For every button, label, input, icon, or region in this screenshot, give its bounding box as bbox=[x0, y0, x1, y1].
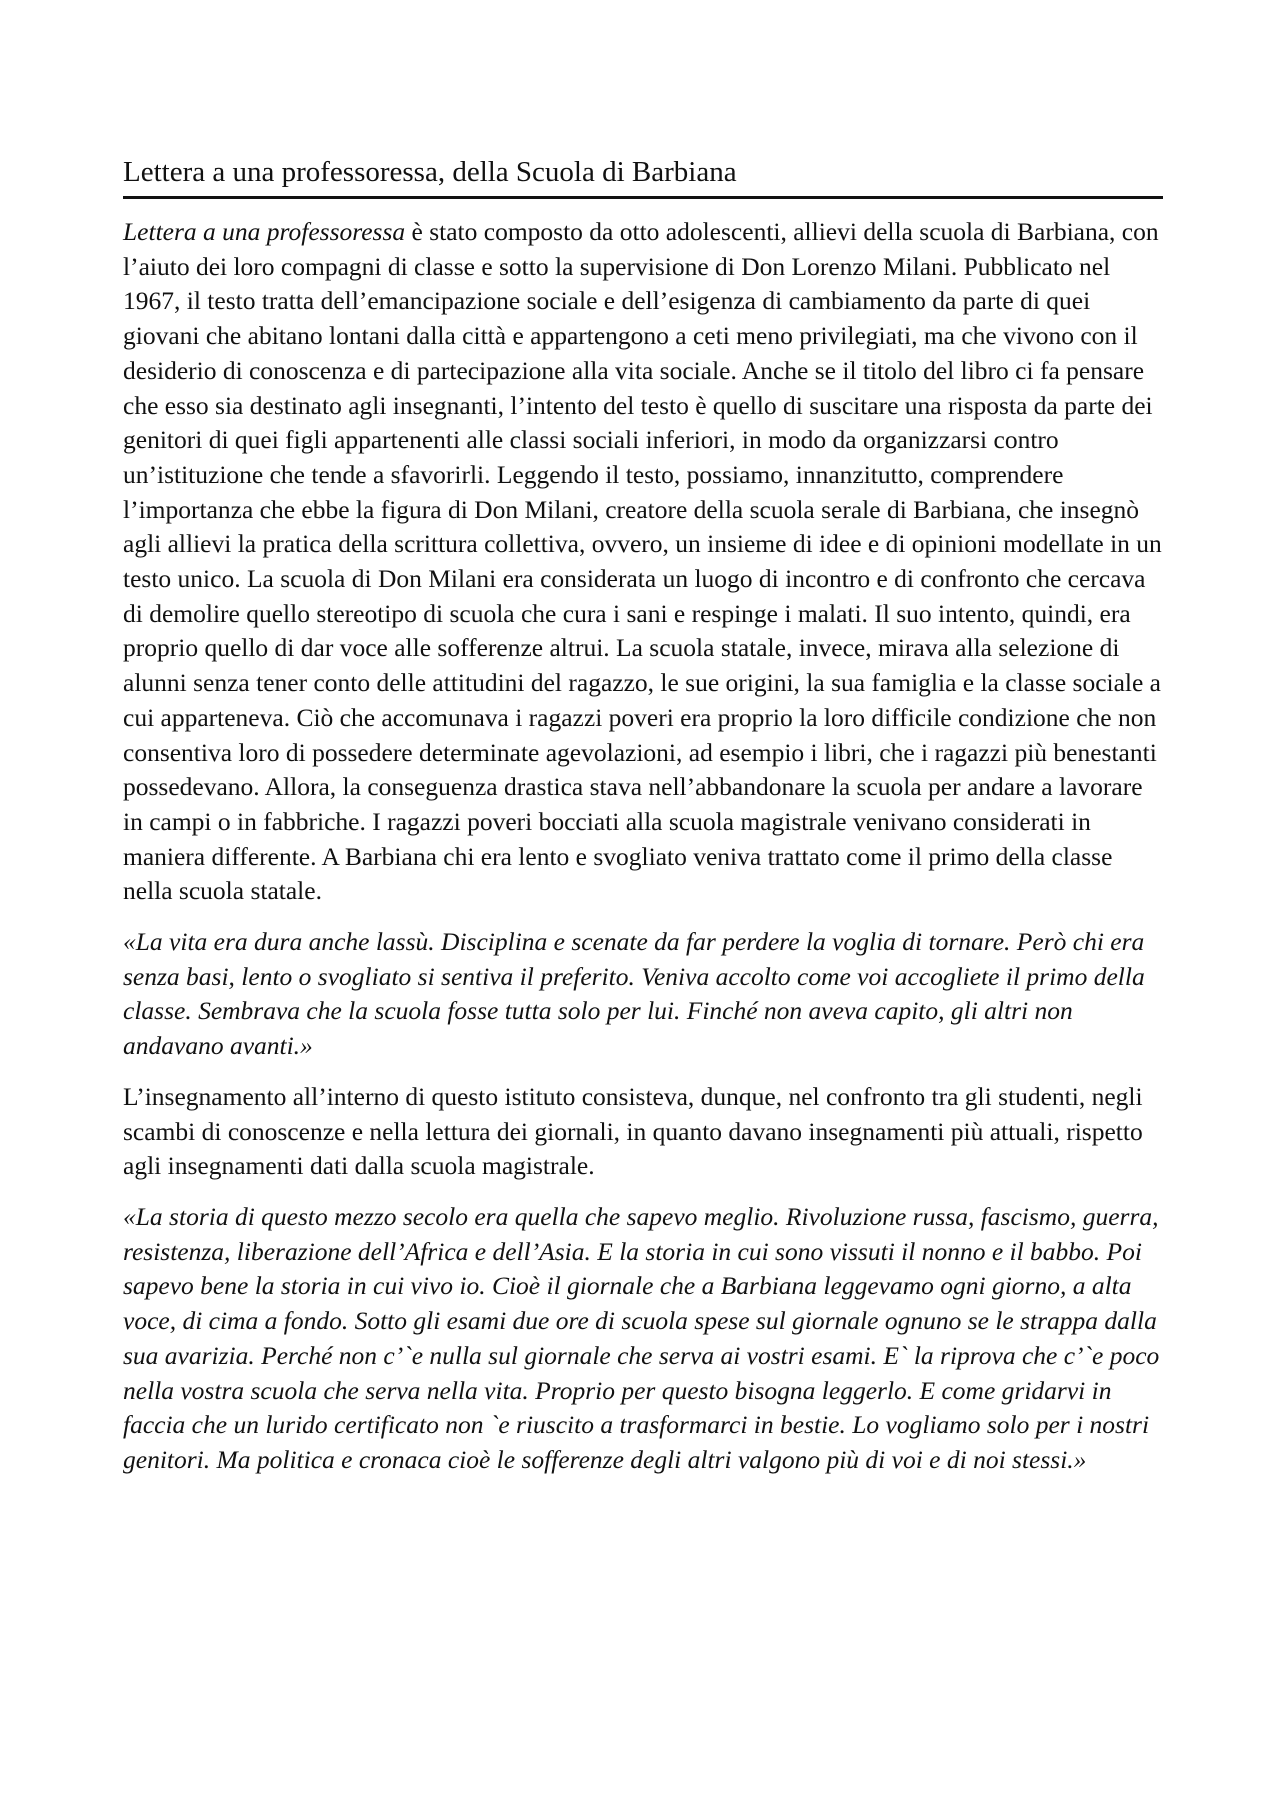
book-title-italic: Lettera a una professoressa bbox=[123, 217, 406, 246]
intro-paragraph-text: è stato composto da otto adolescenti, allievi della scuola di Barbiana, con l’aiuto dei loro compagni di classe e sotto la supervisione di Don Lorenzo Milani. Pubblicato nel 1967, il testo tratta dell’emancipazione sociale e dell’esigenza di cambiamento da parte di quei giovani che abitano lontani dalla città e appartengono a ceti meno privilegiati, ma che vivono con il desiderio di conoscenza e di partecipazione alla vita sociale. Anche se il titolo del libro ci fa pensare che esso sia destinato agli insegnanti, l’intento del testo è quello di suscitare una risposta da parte dei genitori di quei figli appartenenti alle classi sociali inferiori, in modo da organizzarsi contro un’istituzione che tende a sfavorirli. Leggendo il testo, possiamo, innanzitutto, comprendere l’importanza che ebbe la figura di Don Milani, creatore della scuola serale di Barbiana, che insegnò agli allievi la pratica della scrittura collettiva, ovvero, un insieme di idee e di opinioni modellate in un testo unico. La scuola di Don Milani era considerata un luogo di incontro e di confronto che cercava di demolire quello stereotipo di scuola che cura i sani e respinge i malati. Il suo intento, quindi, era proprio quello di dar voce alle sofferenze altrui. La scuola statale, invece, mirava alla selezione di alunni senza tener conto delle attitudini del ragazzo, le sue origini, la sua famiglia e la classe sociale a cui apparteneva. Ciò che accomunava i ragazzi poveri era proprio la loro difficile condizione che non consentiva loro di possedere determinate agevolazioni, ad esempio i libri, che i ragazzi più benestanti possedevano. Allora, la conseguenza drastica stava nell’abbandonare la scuola per andare a lavorare in campi o in fabbriche. I ragazzi poveri bocciati alla scuola magistrale venivano considerati in maniera differente. A Barbiana chi era lento e svogliato veniva trattato come il primo della classe nella scuola statale. bbox=[123, 217, 1162, 906]
document-title: Lettera a una professoressa, della Scuola di Barbiana bbox=[123, 152, 1163, 199]
body-paragraph-2: L’insegnamento all’interno di questo istituto consisteva, dunque, nel confronto tra gli studenti, negli scambi di conoscenze e nella lettura dei giornali, in quanto davano insegnamenti più attuali, rispetto agli insegnamenti dati dalla scuola magistrale. bbox=[123, 1081, 1143, 1181]
quote-paragraph-2: «La storia di questo mezzo secolo era quella che sapevo meglio. Rivoluzione russa, fascismo, guerra, resistenza, liberazione dell’Africa e dell’Asia. E la storia in cui sono vissuti il nonno e il babbo. Poi sapevo bene la storia in cui vivo io. Cioè il giornale che a Barbiana leggevamo ogni giorno, a alta voce, di cima a fondo. Sotto gli esami due ore di scuola spese sul giornale ognuno se le strappa dalla sua avarizia. Perché non c’`e nulla sul giornale che serva ai vostri esami. E` la riprova che c’`e poco nella vostra scuola che serva nella vita. Proprio per questo bisogna leggerlo. E come gridarvi in faccia che un lurido certificato non `e riuscito a trasformarci in bestie. Lo vogliamo solo per i nostri genitori. Ma politica e cronaca cioè le sofferenze degli altri valgono più di voi e di noi stessi.» bbox=[123, 1201, 1160, 1474]
intro-paragraph bbox=[123, 215, 1163, 909]
document-page bbox=[123, 152, 1163, 1478]
quote-paragraph-1: «La vita era dura anche lassù. Disciplina e scenate da far perdere la voglia di tornare. Però chi era senza basi, lento o svogliato si sentiva il preferito. Veniva accolto come voi accogliete il primo della classe. Sembrava che la scuola fosse tutta solo per lui. Finché non aveva capito, gli altri non andavano avanti.» bbox=[123, 927, 1145, 1061]
